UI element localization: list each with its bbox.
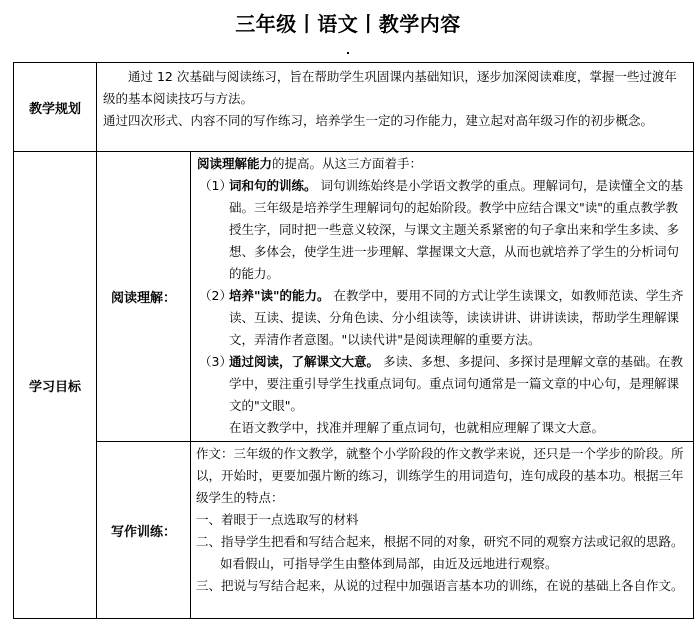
goals-reading-row: [14, 152, 694, 442]
reading-item-2-text: [229, 285, 689, 351]
reading-item-3-num: （3）: [199, 354, 232, 369]
reading-intro-bold: 阅读理解能力: [197, 156, 273, 171]
reading-item-1-text: [229, 175, 689, 285]
reading-item-1-bold: 词和句的训练。: [229, 178, 317, 193]
reading-intro: [197, 153, 689, 175]
page-title: 三年级丨语文丨教学内容: [235, 12, 461, 36]
reading-item-2-body: 在教学中，要用不同的方式让学生读课文，如教师范读、学生齐读、互读、提读、分角色读、分小组读等，读读讲讲、讲讲读读，帮助学生理解课文，弄清作者意图。"以读代讲"是阅读理解的重要方法。: [229, 288, 684, 347]
plan-label: 教学规划: [14, 63, 97, 152]
reading-item-3-body: 多读、多想、多提问、多探讨是理解文章的基础。在教学中，要注重引导学生找重点词句。重点词句通常是一篇文章的中心句，是理解课文的"文眼"。: [229, 354, 684, 413]
reading-intro-rest: 的提高。从这三方面着手：: [272, 156, 423, 171]
plan-paragraph-1: 通过 12 次基础与阅读练习，旨在帮助学生巩固课内基础知识，逐步加深阅读难度，掌握一些过渡年级的基本阅读技巧与方法。: [103, 69, 677, 106]
writing-intro: 作文：三年级的作文教学，就整个小学阶段的作文教学来说，还只是一个学步的阶段。所以，开始时，更要加强片断的练习，训练学生的用词造句，连句成段的基本功。根据三年级学生的特点：: [196, 446, 684, 505]
plan-row: [14, 63, 694, 152]
reading-item-3-text: [229, 351, 689, 417]
reading-item-2-num: （2）: [199, 288, 232, 303]
plan-paragraph-2: 通过四次形式、内容不同的写作练习，培养学生一定的习作能力，建立起对高年级习作的初步概念。: [103, 113, 654, 128]
reading-content: [191, 152, 694, 442]
writing-item-2: 二、指导学生把看和写结合起来，根据不同的对象，研究不同的观察方法或记叙的思路。如看假山，可指导学生由整体到局部，由近及远地进行观察。: [196, 534, 684, 571]
writing-item-3: 三、把说与写结合起来，从说的过程中加强语言基本功的训练，在说的基础上各自作文。: [196, 578, 684, 593]
writing-item-1: 一、着眼于一点选取写的材料: [196, 512, 359, 527]
reading-item-2: [197, 285, 689, 351]
reading-item-1-body: 词句训练始终是小学语文教学的重点。理解词句，是读懂全文的基础。三年级是培养学生理解词句的起始阶段。教学中应结合课文"读"的重点教学教授生字，同时把一些意义较深，与课文主题关系紧密的句子拿出来和学生多读、多想、多体会，使学生进一步理解、掌握课文大意，从而也就培养了学生的分析词句的能力。: [229, 178, 684, 281]
writing-label: 写作训练：: [97, 442, 191, 619]
goals-label: 学习目标: [14, 152, 97, 619]
reading-closing: 在语文教学中，找准并理解了重点词句，也就相应理解了课文大意。: [229, 420, 605, 435]
divider-dot: [347, 52, 349, 54]
reading-item-3: [197, 351, 689, 417]
goals-writing-row: [14, 442, 694, 619]
plan-content: [97, 63, 694, 152]
reading-item-1-num: （1）: [199, 178, 232, 193]
writing-content: [191, 442, 694, 619]
reading-item-2-bold: 培养"读"的能力。: [229, 288, 330, 303]
reading-item-1: [197, 175, 689, 285]
reading-item-3-bold: 通过阅读，了解课文大意。: [229, 354, 380, 369]
reading-label: 阅读理解：: [97, 152, 191, 442]
teaching-content-table: [13, 62, 694, 619]
